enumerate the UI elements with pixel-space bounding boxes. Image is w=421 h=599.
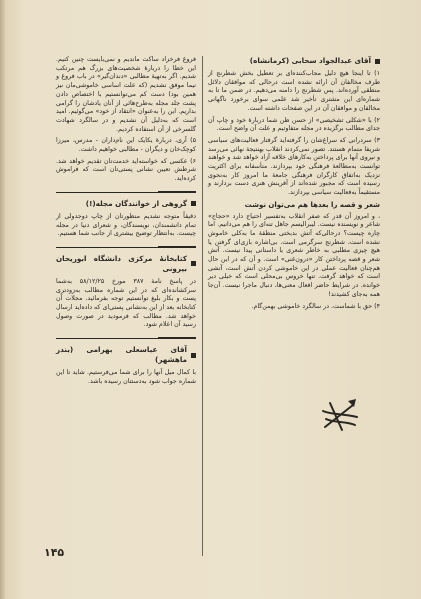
paragraph: دقیقاً متوجه نشدیم منظورتان از چاپ دوجدولی از تمام دانشمندان، نویسندگان، و شعرای دنیا در مجله چیست. به‌انتظار توضیح بیشتری از جانب شما هستیم. [56, 212, 196, 238]
bullet-square-icon [191, 201, 196, 206]
bullet-square-icon [191, 353, 196, 358]
heading-library [56, 254, 196, 274]
heading-sahabi [208, 56, 380, 66]
heading-bahrami-text: آقای عباسعلی بهرامی (بندر ماهشهر) [56, 345, 187, 365]
heading-bahrami [56, 345, 196, 365]
column-divider [202, 56, 203, 556]
paragraph: فروغ فرخزاد ساکت ماندیم و نمی‌بایست چنین کنیم. این خطا را دربارهٔ شخصیت‌های بزرگ هم مرتکب شدیم. اگر به‌تهیهٔ مطالبی «دندان‌گیر» در باب فروغ و نیما موفق نشدیم (که علت اساسی خاموشی‌مان نیز همین بود) دست کم می‌توانستیم با اختصاص دادن پشت جلد مجله به‌طرح‌هائی از آنان یادشان را گرامی بداریم. این را به‌عنوان «انتقاد از خود» می‌گوئیم. امید است که به‌دلیل آن نشدیم و در سالگرد شهادت گلسرخی از آن استفاده کردیم. [56, 56, 196, 133]
heading-library-text: کتابخانهٔ مرکزی دانشگاه ابوریحان بیرونی [56, 253, 187, 273]
section-rule [56, 192, 196, 193]
emphasized-line: شعر و قصه را بعدها هم می‌توان نوشت [244, 200, 380, 209]
paragraph: در پاسخ نامهٔ ۳۸۷ مورخ ۵۸/۱۲/۲۵ به‌شما سرکشانده‌ای که در این شماره مطالب به‌زودتری پست و بکار بلیغ توانستیم توجه بفرمائید. مجلات آن کتابخانه بعد از این به‌نشانی پستی‌ای که داده‌اید ارسال خواهد شد. مطالب که فرمودید در صورت وصول رسید آن اعلام شود. [56, 277, 196, 329]
paragraph: ۲) با «شکلی تشخیصی» از حسن ظن شما دربارهٔ خود و چاپ آن جدای مطالب برگزیده در مجله متفاوتیم و علت آن واضح است. [208, 116, 380, 133]
bullet-square-icon [375, 59, 380, 64]
paragraph: با کمال میل آنها را برای شما می‌فرستیم. شاید تا این شماره جواب شود به‌دستتان رسیده باشد. [56, 369, 196, 385]
heading-readers [56, 199, 196, 209]
section-rule [56, 338, 196, 339]
heading-readers-text: گروهی از خوانندگان مجله(!) [85, 198, 187, 208]
right-column [208, 56, 380, 314]
paragraph: ۵) آری، دربارهٔ یکایک این نام‌داران - مدرس، میرزا کوچک‌خان و دیگران - مطالبی خواهیم داشت. [56, 137, 196, 154]
bullet-square-icon [191, 261, 196, 266]
page-fold-shadow [0, 0, 6, 599]
left-column [56, 56, 196, 390]
page-number: ۱۴۵ [44, 546, 65, 559]
paragraph: ۱) تا اینجا هیچ دلیل مجاب‌کننده‌ای بر تعطیل بخش شطرنج از طرف مخالفان آن ارائه نشده است درحالی که موافقان دلائل منطقی آورده‌اند. پس شطرنج را دامنه می‌دهیم. در ضمن ما تا به شماره‌ای این مشتری تأخیر شد علمی سوای برخورد ناگهانی مخالفان و موافقان آن در این صفحات داشته است. [208, 70, 380, 112]
pen-scribble-emblem-icon [320, 397, 360, 435]
heading-sahabi-text: آقای عبدالجواد سحابی (کرمانشاه) [249, 56, 371, 65]
paragraph: ۳) سردرانی که سراغ‌شان را گرفته‌اید گرفتار فعالیت‌های سیاسی شریفا متمام هستند. تصور نمی‌کردند انقلاب بهنتیجهٔ نهائی می‌رسد و نیروی آنها برای پرداختن به‌کارهای خلاقه آزاد خواهد شد و خواهند توانست به‌مطالعهٔ فرهنگی خود بپردازند. متأسفانه برای اکثریت نزدیک به‌اتفاق کارگران فرهنگی جامعهٔ ما امروز کار به‌نحوی رسیده است که مجبور شده‌اند از آفرینش هنری دست بردارند و مستقیماً به‌فعالیت سیاسی بپردازند. [208, 136, 380, 197]
section-rule [56, 247, 196, 248]
paragraph: ۴) حق با شماست. در سالگرد خاموشی بهمن‌گام. [251, 302, 380, 310]
paragraph: ۶) عکسی که خواسته‌اید خدمت‌تان تقدیم خواهد شد. شرطش تعیین نشانی پستی‌تان است که فراموش کرده‌اید. [56, 157, 196, 183]
paragraph: ، و امروز آن قدر که صفر انقلاب به‌تفسیر احتیاج دارد «حجاج» شاعر و نویسنده نیست. لیبرالیسم جاهل تنه‌ای را هم می‌دانیم. اما چاره چیست؟ درحالی‌که آتش بدبختی منطقهٔ ما به‌کلی خاموش نشده است، شطرنج سرگرمی است. بی‌اشاره بازی‌ای گرفتن یا هیچ چیزی مطلبی به خاطر شعری یا داستانی پیدا نیست. آتش شعر و قصه پرداختن کار «درون‌غنی» است. و آن که در این حال هم‌چنان فعالیت عملی در این خاموشی کردن آتش است، آتشی است که خواهد گرفت. تنها خروس بی‌محلی است که خیلی دیر خوانده. در شرایط حاضر افعال معنی‌ها، دنبال ماجرا نیست. آن‌جا همه به‌جای کشیدند! [208, 212, 380, 298]
